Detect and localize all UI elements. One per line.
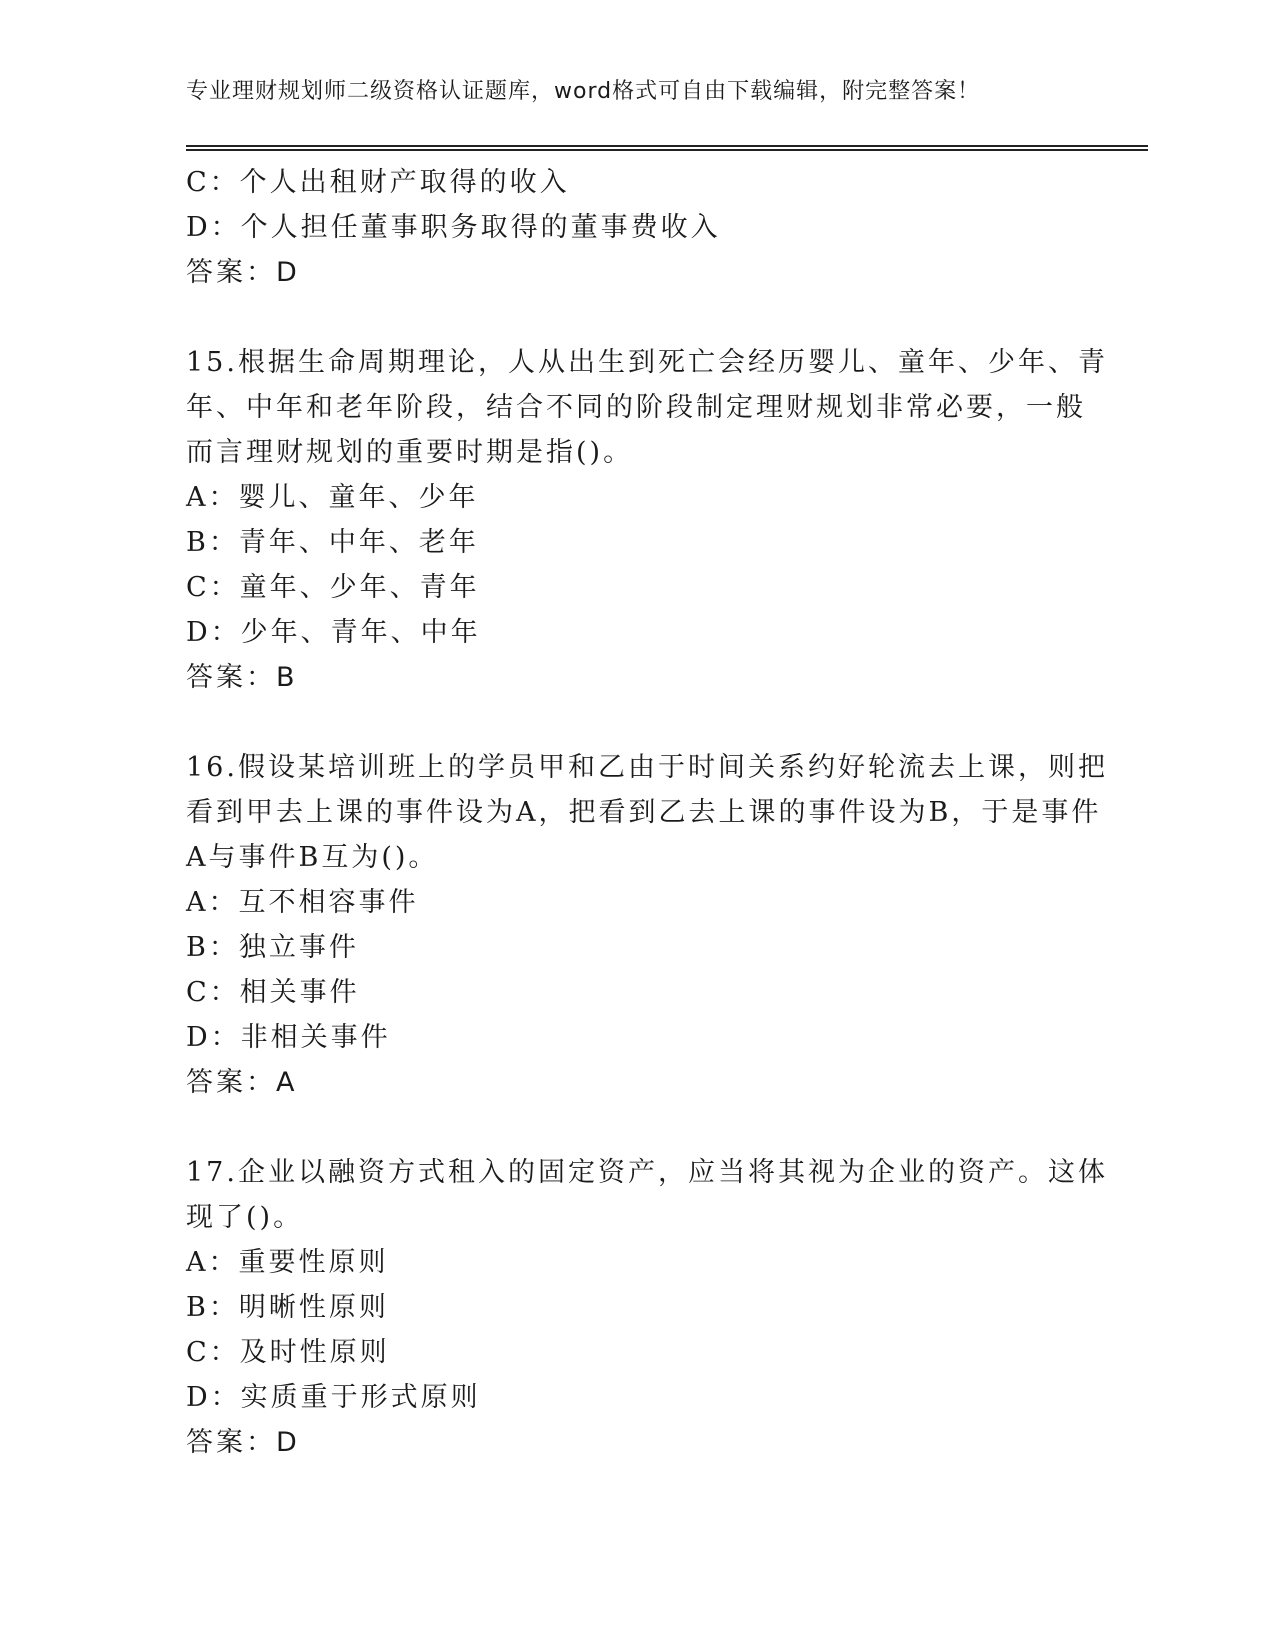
option-a: A：互不相容事件 [186,887,419,918]
question-15 [186,340,1108,700]
question-text-line: 17.企业以融资方式租入的固定资产，应当将其视为企业的资产。这体 [186,1157,1108,1188]
question-17 [186,1150,1108,1465]
question-text-line: 现了()。 [186,1202,304,1233]
question-text [186,745,1108,880]
answer-line: 答案：D [186,1427,300,1458]
option-a: A：重要性原则 [186,1247,389,1278]
question-text-line: 看到甲去上课的事件设为A，把看到乙去上课的事件设为B，于是事件 [186,797,1102,828]
option-b: B：独立事件 [186,932,359,963]
option-c: C：及时性原则 [186,1337,390,1368]
option-d: D：个人担任董事职务取得的董事费收入 [186,212,721,243]
option-c: C：相关事件 [186,977,360,1008]
option-d: D：非相关事件 [186,1022,391,1053]
question-text-line: 而言理财规划的重要时期是指()。 [186,437,634,468]
option-d: D：实质重于形式原则 [186,1382,481,1413]
question-text-line: 16.假设某培训班上的学员甲和乙由于时间关系约好轮流去上课，则把 [186,752,1108,783]
question-16 [186,745,1108,1105]
question-text [186,340,1108,475]
option-a: A：婴儿、童年、少年 [186,482,479,513]
answer-line: 答案：D [186,257,300,288]
continued-question [186,160,1086,295]
option-c: C：个人出租财产取得的收入 [186,167,570,198]
option-c: C：童年、少年、青年 [186,572,480,603]
answer-line: 答案：B [186,662,298,693]
question-text-line: 年、中年和老年阶段，结合不同的阶段制定理财规划非常必要，一般 [186,392,1086,423]
document-body [186,160,1108,1465]
page-header: 专业理财规划师二级资格认证题库，word格式可自由下载编辑，附完整答案！ [186,79,981,104]
option-b: B：青年、中年、老年 [186,527,479,558]
header-divider [186,145,1148,151]
question-text [186,1150,1108,1240]
question-text-line: 15.根据生命周期理论，人从出生到死亡会经历婴儿、童年、少年、青 [186,347,1108,378]
question-text-line: A与事件B互为()。 [186,842,439,873]
answer-line: 答案：A [186,1067,298,1098]
option-d: D：少年、青年、中年 [186,617,481,648]
option-b: B：明晰性原则 [186,1292,389,1323]
